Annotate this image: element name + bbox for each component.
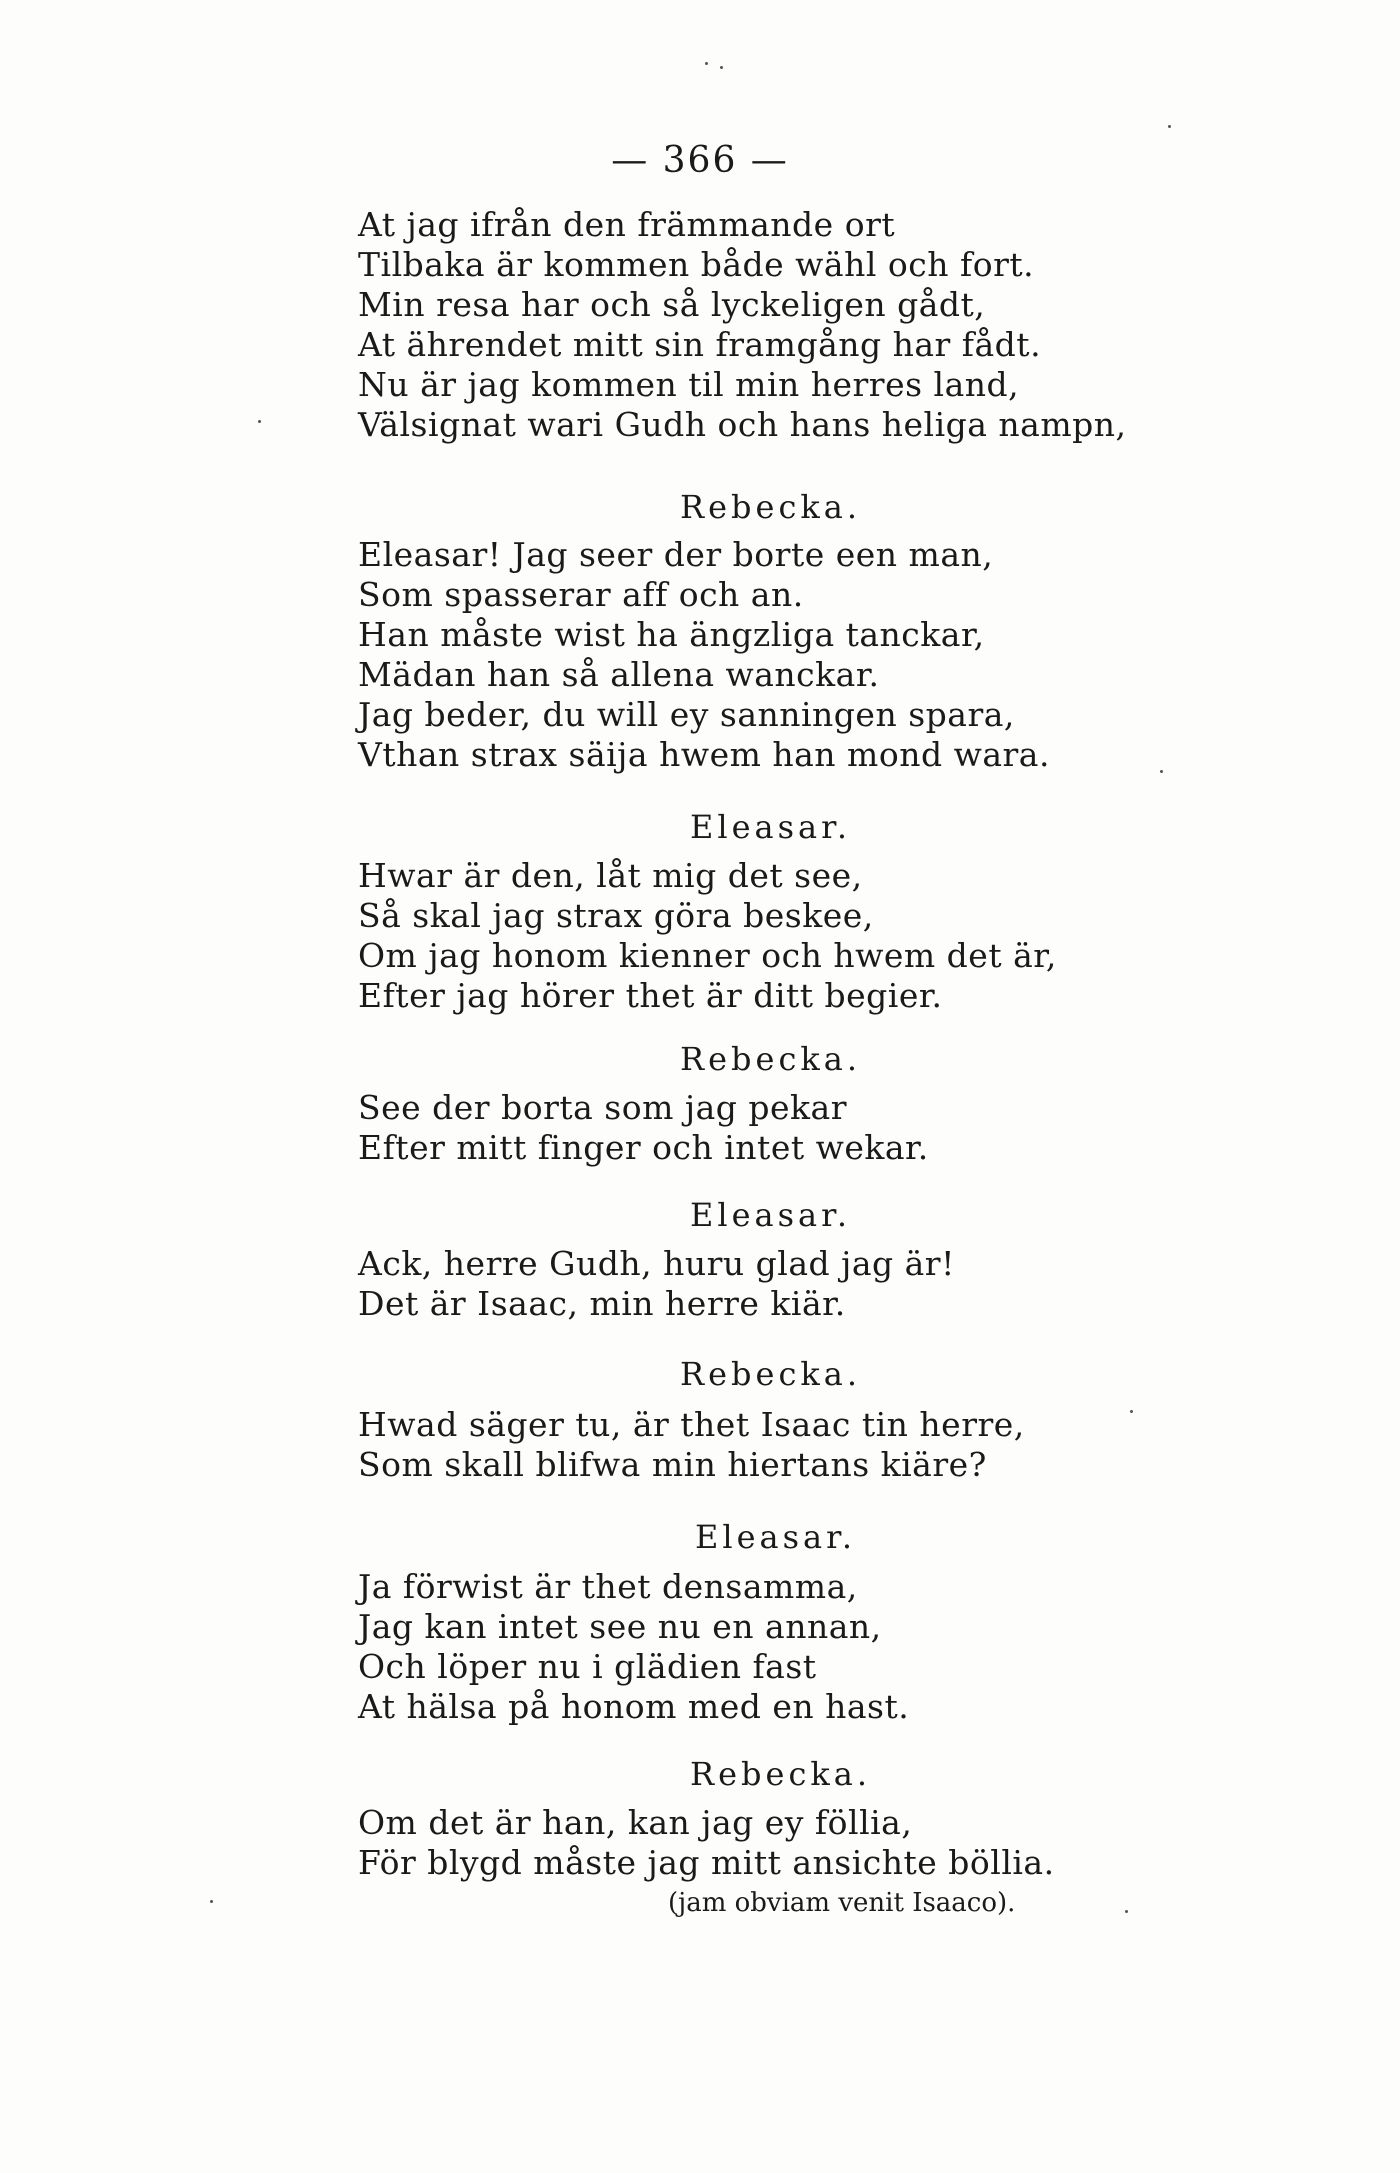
verse-line: Om jag honom kienner och hwem det är, (358, 936, 1057, 975)
speaker-name: Eleasar. (690, 808, 852, 846)
verse-line: At jag ifrån den främmande ort (358, 205, 896, 244)
speaker-name: Rebecka. (680, 1355, 862, 1393)
verse-line: Vthan strax säija hwem han mond wara. (358, 735, 1050, 774)
verse-line: För blygd måste jag mitt ansichte böllia. (358, 1843, 1055, 1882)
scan-speck (705, 62, 708, 65)
scan-speck (258, 420, 261, 423)
verse-line: See der borta som jag pekar (358, 1088, 847, 1127)
scan-speck (720, 66, 723, 69)
verse-block-rebecka-3 (358, 1405, 1258, 1485)
verse-line: At ährendet mitt sin framgång har fådt. (358, 325, 1042, 364)
scan-speck (1168, 125, 1171, 128)
verse-line: Det är Isaac, min herre kiär. (358, 1284, 846, 1323)
verse-line: Nu är jag kommen til min herres land, (358, 365, 1020, 404)
verse-line: Jag kan intet see nu en annan, (358, 1607, 882, 1646)
verse-line: Min resa har och så lyckeligen gådt, (358, 285, 986, 324)
verse-line: Jag beder, du will ey sanningen spara, (358, 695, 1015, 734)
verse-line: Efter jag hörer thet är ditt begier. (358, 976, 943, 1015)
verse-line: Tilbaka är kommen både wähl och fort. (358, 245, 1035, 284)
verse-line: Hwar är den, låt mig det see, (358, 856, 863, 895)
verse-line: Som spasserar aff och an. (358, 575, 804, 614)
speaker-name: Rebecka. (690, 1755, 872, 1793)
verse-line: Om det är han, kan jag ey föllia, (358, 1803, 913, 1842)
verse-line: Efter mitt finger och intet wekar. (358, 1128, 929, 1167)
scan-speck (210, 1900, 213, 1903)
scan-speck (1125, 1910, 1128, 1913)
verse-line: Ack, herre Gudh, huru glad jag är! (358, 1244, 955, 1283)
verse-line: Och löper nu i glädien fast (358, 1647, 817, 1686)
speaker-name: Eleasar. (690, 1196, 852, 1234)
verse-line: Så skal jag strax göra beskee, (358, 896, 874, 935)
verse-line: At hälsa på honom med en hast. (358, 1687, 910, 1726)
verse-block-rebecka-1 (358, 535, 1258, 775)
verse-line: Ja förwist är thet densamma, (358, 1567, 858, 1606)
verse-block-eleasar-3 (358, 1567, 1258, 1727)
scan-speck (1130, 1410, 1133, 1413)
stage-direction: (jam obviam venit Isaaco). (668, 1888, 1016, 1918)
verse-line: Välsignat wari Gudh och hans heliga nampn, (358, 405, 1127, 444)
speaker-name: Rebecka. (680, 488, 862, 526)
verse-block-rebecka-2 (358, 1088, 1258, 1168)
verse-line: Han måste wist ha ängzliga tanckar, (358, 615, 985, 654)
verse-line: Hwad säger tu, är thet Isaac tin herre, (358, 1405, 1025, 1444)
speaker-name: Eleasar. (695, 1518, 857, 1556)
verse-block-eleasar-2 (358, 1244, 1258, 1324)
verse-line: Som skall blifwa min hiertans kiäre? (358, 1445, 987, 1484)
verse-line: Eleasar! Jag seer der borte een man, (358, 535, 994, 574)
verse-block-rebecka-4 (358, 1803, 1258, 1883)
verse-line: Mädan han så allena wanckar. (358, 655, 880, 694)
page-number: — 366 — (611, 140, 789, 181)
scan-speck (1160, 770, 1163, 773)
verse-block-intro (358, 205, 1258, 445)
verse-block-eleasar-1 (358, 856, 1258, 1016)
speaker-name: Rebecka. (680, 1040, 862, 1078)
